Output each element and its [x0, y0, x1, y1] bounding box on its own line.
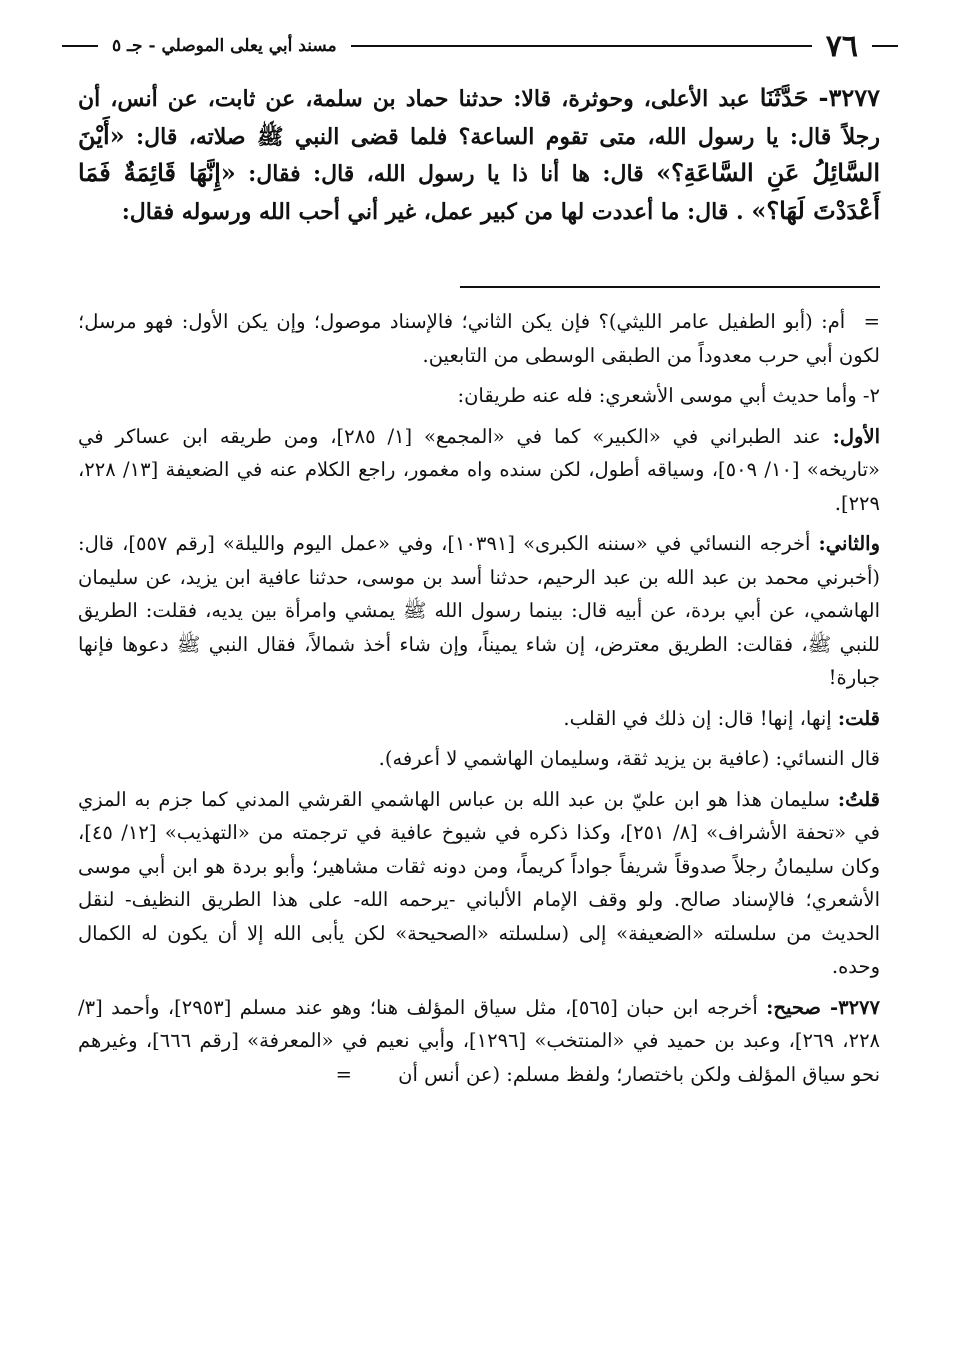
footnote-divider — [460, 286, 880, 288]
running-header — [62, 26, 898, 66]
hadith-text — [78, 80, 880, 230]
footnote-text: إنها، إنها! قال: إن ذلك في القلب. — [563, 706, 832, 730]
footnotes — [78, 305, 880, 1098]
footnote-paragraph — [78, 742, 880, 776]
footnote-text: ٢- وأما حديث أبي موسى الأشعري: فله عنه طريقان: — [457, 384, 880, 407]
footnote-label: قلت: — [837, 706, 880, 730]
header-dash-right — [872, 45, 898, 47]
footnote-paragraph — [78, 991, 880, 1092]
footnote-paragraph — [78, 420, 880, 521]
footnote-label: الأول: — [832, 424, 880, 448]
continuation-mark: = — [335, 1062, 352, 1086]
header-dash-left — [62, 45, 98, 47]
footnote-label: والثاني: — [818, 532, 880, 555]
footnote-label: قلتُ: — [837, 787, 880, 811]
hadith-continuation: قال: ها أنا ذا يا رسول الله، قال: فقال: — [248, 161, 644, 187]
page-number: ٧٦ — [825, 28, 858, 64]
footnote-paragraph — [78, 305, 880, 372]
footnote-text: عند الطبراني في «الكبير» كما في «المجمع» [١/ ٢٨٥]، ومن طريقه ابن عساكر في «تاريخه» [١٠/ ٥٠٩]، وسياقه أطول، لكن سنده واه مغمور، راجع الكلام عنه في الضعيفة [١٣/ ٢٢٨، ٢٢٩]. — [78, 424, 880, 515]
footnote-paragraph — [78, 379, 880, 413]
running-title: مسند أبي يعلى الموصلي - جـ ٥ — [112, 36, 337, 56]
footnote-text: سليمان هذا هو ابن عليّ بن عبد الله بن عباس الهاشمي القرشي المدني كما جزم به المزي في «تحفة الأشراف» [٨/ ٢٥١]، وكذا ذكره في شيوخ عافية في ترجمته من «التهذيب» [١٢/ ٤٥]، وكان سليمانُ رجلاً صدوقاً شريفاً جواداً كريماً، ومن دونه ثقات مشاهير؛ وأبو بردة هو ابن أبي موسى الأشعري؛ فالإسناد صالح. ولو وقف الإمام الألباني -يرحمه الله- على هذا الطريق النظيف- لنقل الحديث من سلسلته «الضعيفة» إلى (سلسلته «الصحيحة» لكن يأبى الله إلا أن يكون له الكمال وحده. — [78, 787, 880, 978]
footnote-paragraph — [78, 527, 880, 695]
footnote-text: أخرجه ابن حبان [٥٦٥]، مثل سياق المؤلف هنا؛ وهو عند مسلم [٢٩٥٣]، وأحمد [٣/ ٢٢٨، ٢٦٩]، وعبد بن حميد في «المنتخب» [١٢٩٦]، وأبي نعيم في «المعرفة» [رقم ٦٦٦]، وغيرهم نحو سياق المؤلف ولكن باختصار؛ ولفظ مسلم: (عن أنس أن — [78, 995, 881, 1086]
header-rule — [351, 45, 812, 47]
hadith-number: ٣٢٧٧- — [818, 83, 881, 112]
footnote-text: قال النسائي: (عافية بن يزيد ثقة، وسليمان الهاشمي لا أعرفه). — [378, 747, 880, 770]
hadith-ending: . قال: ما أعددت لها من كبير عمل، غير أني أحب الله ورسوله فقال: — [121, 198, 744, 225]
footnote-paragraph — [78, 702, 880, 736]
prophetic-quote-2: «إِنَّهَا قَائِمَةٌ فَمَا أَعْدَدْتَ لَهَا؟» — [78, 158, 880, 225]
footnote-text: أم: (أبو الطفيل عامر الليثي)؟ فإن يكن الثاني؛ فالإسناد موصول؛ وإن يكن الأول: فهو مرسل؛ لكون أبي حرب معدوداً من الطبقى الوسطى من التابعين. — [78, 310, 880, 367]
prophetic-quote-1: «أَيْنَ السَّائِلُ عَنِ السَّاعَةِ؟» — [78, 120, 880, 187]
footnote-label: ٣٢٧٧- صحيح: — [766, 995, 880, 1019]
continuation-mark: = — [863, 310, 881, 333]
hadith-chain: عبد الأعلى، وحوثرة، قالا: حدثنا حماد بن سلمة، عن ثابت، عن أنس، أن رجلاً قال: يا رسول الله، متى تقوم الساعة؟ فلما قضى النبي ﷺ صلاته، قال: — [78, 86, 880, 150]
footnote-text: أخرجه النسائي في «سننه الكبرى» [١٠٣٩١]، وفي «عمل اليوم والليلة» [رقم ٥٥٧]، قال: (أخبرني محمد بن عبد الله بن عبد الرحيم، حدثنا أسد بن موسى، حدثنا عافية ابن يزيد، عن سليمان الهاشمي، عن أبي بردة، عن أبيه قال: بينما رسول الله ﷺ يمشي وامرأة بين يديه، فقلت: الطريق للنبي ﷺ، فقالت: الطريق معترض، إن شاء يميناً، وإن شاء أخذ شمالاً، فقال النبي ﷺ دعوها فإنها جبارة! — [78, 532, 880, 689]
hadith-opening: حَدَّثَنَا — [759, 83, 809, 112]
footnote-paragraph — [78, 783, 880, 984]
